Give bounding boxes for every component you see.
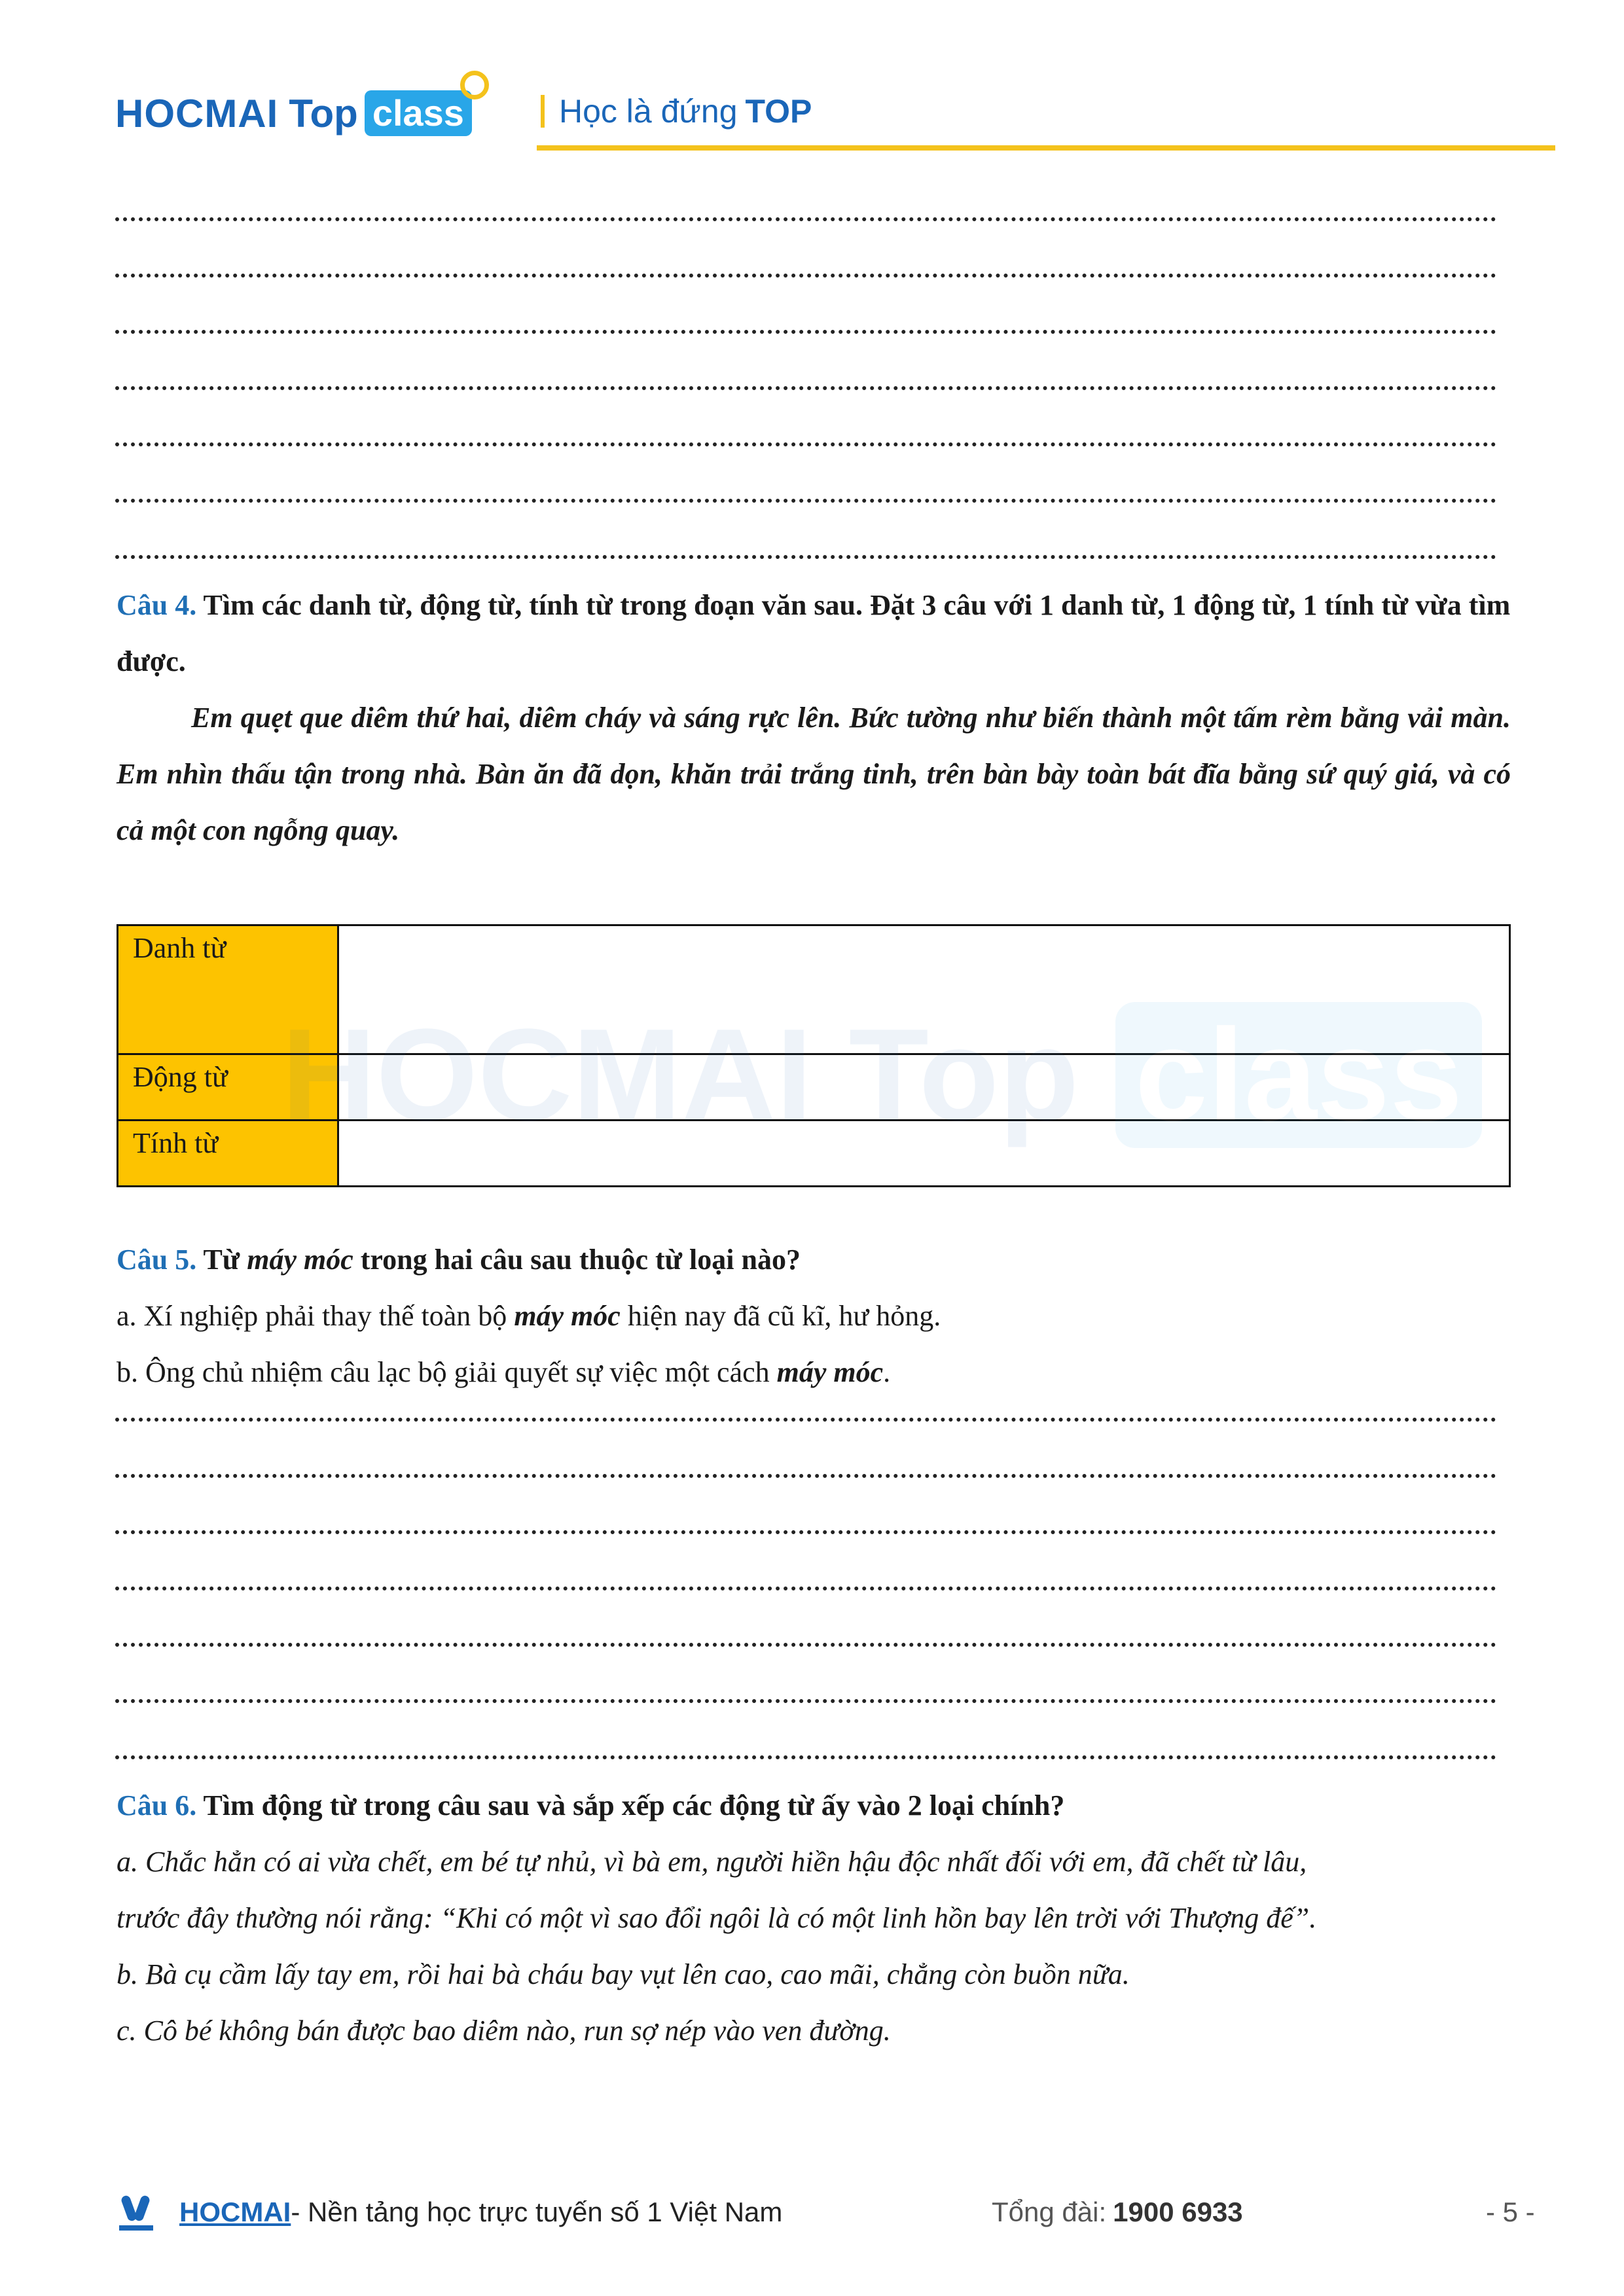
answer-line[interactable]	[115, 1474, 1496, 1478]
answer-line[interactable]	[115, 217, 1496, 221]
watermark-logo	[281, 1000, 1482, 1151]
footer	[115, 2186, 782, 2238]
sentence-a-post: hiện nay đã cũ kĩ, hư hỏng.	[620, 1300, 941, 1332]
question-5-term: máy móc	[247, 1244, 353, 1276]
question-5-prompt-post: trong hai câu sau thuộc từ loại nào?	[353, 1244, 801, 1276]
answer-line[interactable]	[115, 1587, 1496, 1590]
logo-class-badge	[365, 90, 472, 136]
answer-line[interactable]	[115, 555, 1496, 559]
answer-line[interactable]	[115, 386, 1496, 390]
tagline-divider	[541, 95, 545, 128]
table-label-tinh-tu: Tính từ	[118, 1121, 338, 1187]
logo-hocmai-text: HOCMAI	[115, 91, 279, 135]
question-5-sentence-a	[117, 1288, 1524, 1344]
question-6-sentence-a-line1: a. Chắc hẳn có ai vừa chết, em bé tự nhủ, vì bà em, người hiền hậu độc nhất đối với em, đã chết từ lâu,	[117, 1846, 1307, 1878]
answer-line[interactable]	[115, 1755, 1496, 1759]
table-label-danh-tu: Danh từ	[118, 925, 338, 1054]
question-6-label: Câu 6.	[117, 1789, 197, 1821]
question-6-prompt: Tìm động từ trong câu sau và sắp xếp các động từ ấy vào 2 loại chính?	[196, 1789, 1065, 1821]
watermark-top: Top	[848, 1002, 1079, 1148]
page-number: - 5 -	[1486, 2197, 1535, 2227]
question-6-sentence-c: c. Cô bé không bán được bao diêm nào, run sợ nép vào ven đường.	[117, 2015, 891, 2047]
table-label-dong-tu: Động từ	[118, 1054, 338, 1121]
question-5-prompt-pre: Từ	[196, 1244, 247, 1276]
answer-line[interactable]	[115, 330, 1496, 334]
question-4-passage	[117, 690, 1511, 859]
sentence-b-post: .	[883, 1356, 891, 1388]
watermark-class: class	[1115, 1002, 1483, 1148]
logo-class-text: class	[372, 92, 464, 134]
question-6-sentence-a-line2: trước đây thường nói rằng: “Khi có một vì sao đổi ngôi là có một linh hồn bay lên trời với Thượng đế”.	[117, 1902, 1317, 1934]
answer-line[interactable]	[115, 1699, 1496, 1703]
footer-slogan: - Nền tảng học trực tuyến số 1 Việt Nam	[291, 2197, 783, 2227]
question-6-sentence-b: b. Bà cụ cầm lấy tay em, rồi hai bà cháu bay vụt lên cao, cao mãi, chẳng còn buồn nữa.	[117, 1958, 1130, 1990]
question-5-label: Câu 5.	[117, 1244, 197, 1276]
question-4-prompt: Tìm các danh từ, động từ, tính từ trong đoạn văn sau. Đặt 3 câu với 1 danh từ, 1 động từ, 1 tính từ vừa tìm được.	[117, 589, 1511, 677]
header-tagline	[541, 85, 812, 137]
answer-line[interactable]	[115, 442, 1496, 446]
sentence-a-term: máy móc	[514, 1300, 621, 1332]
hotline-number: 1900 6933	[1113, 2197, 1243, 2227]
hocmai-people-icon	[115, 2191, 157, 2233]
hocmai-topclass-logo	[115, 84, 472, 143]
tagline-prefix: Học là đứng	[559, 93, 738, 130]
answer-line[interactable]	[115, 274, 1496, 278]
hotline-label: Tổng đài:	[992, 2197, 1107, 2227]
question-5-sentence-b	[117, 1344, 1524, 1401]
question-5	[117, 1232, 1511, 1288]
tagline-emphasis: TOP	[745, 93, 812, 130]
footer-brand-link[interactable]: HOCMAI	[179, 2197, 291, 2227]
question-6	[117, 1778, 1511, 1834]
watermark-hocmai: HOCMAI	[281, 1002, 813, 1148]
answer-line[interactable]	[115, 1418, 1496, 1422]
question-4	[117, 577, 1511, 690]
sun-icon	[460, 71, 489, 99]
sentence-b-term: máy móc	[776, 1356, 884, 1388]
sentence-a-pre: a. Xí nghiệp phải thay thế toàn bộ	[117, 1300, 514, 1332]
logo-top-text: Top	[289, 91, 358, 135]
question-4-label: Câu 4.	[117, 589, 197, 621]
sentence-b-pre: b. Ông chủ nhiệm câu lạc bộ giải quyết sự việc một cách	[117, 1356, 777, 1388]
answer-line[interactable]	[115, 1643, 1496, 1647]
answer-line[interactable]	[115, 499, 1496, 503]
footer-hotline	[992, 2186, 1243, 2238]
answer-line[interactable]	[115, 1530, 1496, 1534]
header-rule	[537, 145, 1555, 151]
passage-text: Em quẹt que diêm thứ hai, diêm cháy và sáng rực lên. Bức tường như biến thành một tấm rèm bằng vải màn. Em nhìn thấu tận trong nhà. Bàn ăn đã dọn, khăn trải trắng tinh, trên bàn bày toàn bát đĩa bằng sứ quý giá, và có cả một con ngỗng quay.	[117, 702, 1511, 846]
